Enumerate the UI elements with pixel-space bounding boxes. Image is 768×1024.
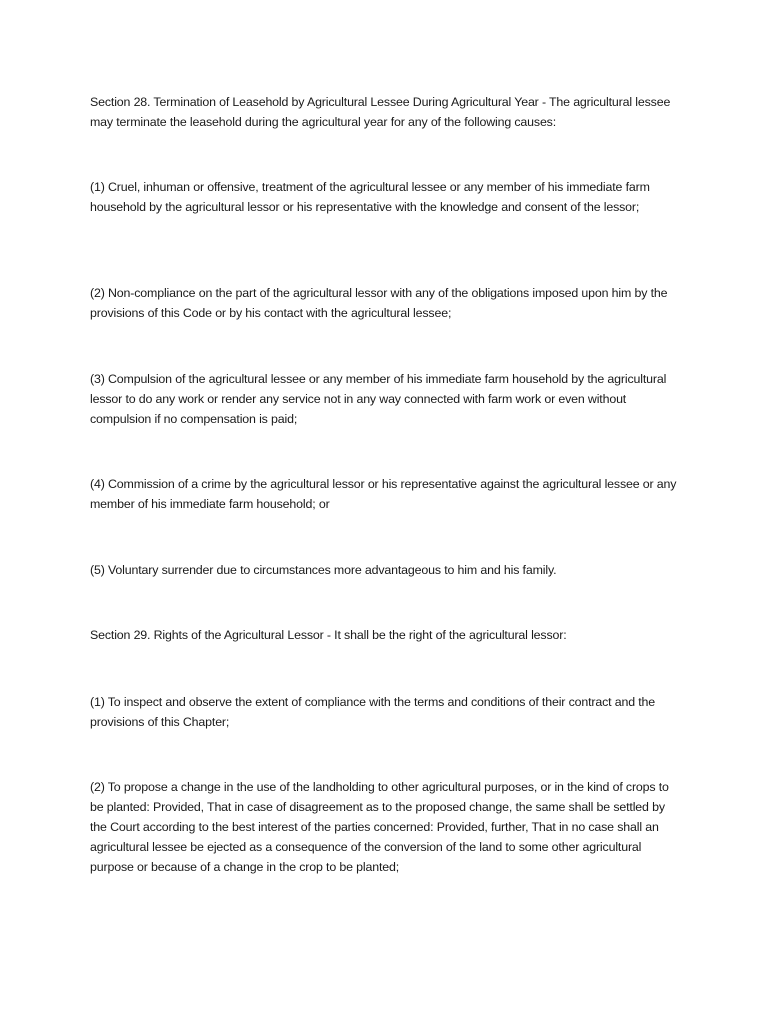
section-29-heading-paragraph: Section 29. Rights of the Agricultural Lessor - It shall be the right of the agricultural lessor: — [90, 628, 567, 642]
section-28-heading-paragraph: Section 28. Termination of Leasehold by Agricultural Lessee During Agricultural Year - The agricultural lessee may terminate the leasehold during the agricultural year for any of the following causes: — [90, 95, 671, 129]
section-29-right-2: (2) To propose a change in the use of the landholding to other agricultural purposes, or in the kind of crops to be planted: Provided, That in case of disagreement as to the proposed change, the same shall be settled by the Court according to the best interest of the parties concerned: Provided, further, That in no case shall an agricultural lessee be ejected as a consequence of the conversion of the land to some other agricultural purpose or because of a change in the crop to be planted; — [90, 780, 669, 874]
section-28-cause-3: (3) Compulsion of the agricultural lessee or any member of his immediate farm household by the agricultural lessor to do any work or render any service not in any way connected with farm work or even without compulsion if no compensation is paid; — [90, 372, 667, 426]
section-28-cause-1: (1) Cruel, inhuman or offensive, treatment of the agricultural lessee or any member of his immediate farm household by the agricultural lessor or his representative with the knowledge and consent of the lessor; — [90, 180, 650, 214]
section-28-cause-5: (5) Voluntary surrender due to circumstances more advantageous to him and his family. — [90, 563, 557, 577]
section-28-cause-2: (2) Non-compliance on the part of the agricultural lessor with any of the obligations imposed upon him by the provisions of this Code or by his contact with the agricultural lessee; — [90, 286, 668, 320]
section-29-right-1: (1) To inspect and observe the extent of compliance with the terms and conditions of their contract and the provisions of this Chapter; — [90, 695, 656, 729]
section-28-cause-4: (4) Commission of a crime by the agricultural lessor or his representative against the agricultural lessee or any member of his immediate farm household; or — [90, 477, 677, 511]
